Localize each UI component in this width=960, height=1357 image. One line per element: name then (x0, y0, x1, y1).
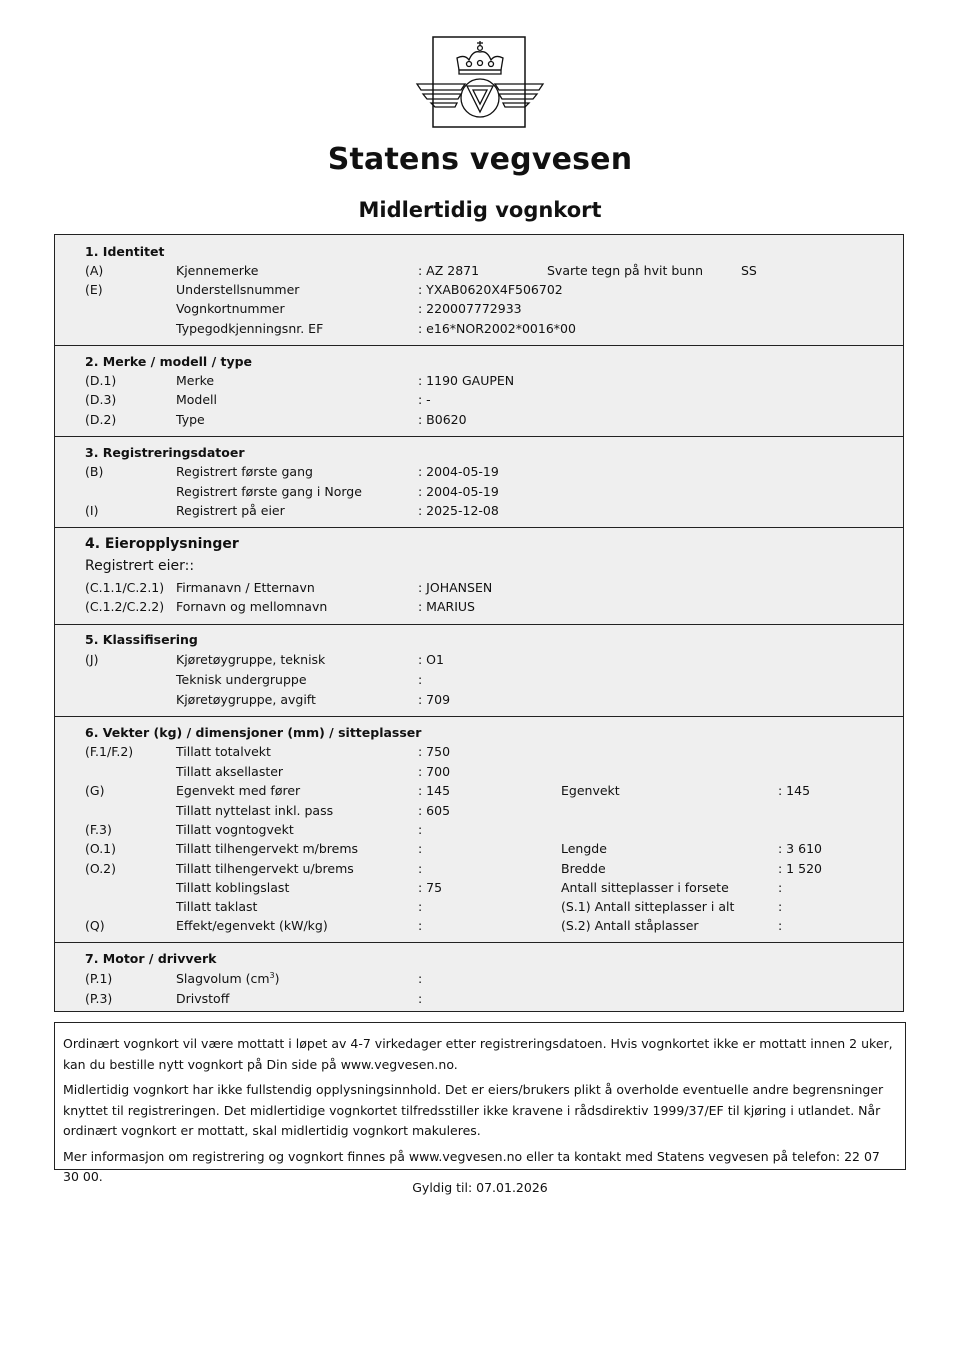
field-value: : (418, 672, 423, 687)
field-value: : (418, 918, 423, 933)
information-box (54, 1022, 906, 1184)
section-vekter-dimensjoner (55, 717, 903, 943)
info-paragraph: Mer informasjon om registrering og vognkort finnes på www.vegvesen.no eller ta kontakt med Statens vegvesen på telefon: 22 07 30 00. (63, 1148, 880, 1184)
field-value: : O1 (418, 652, 444, 667)
field-label: Tillatt tilhengervekt m/brems (176, 841, 359, 856)
field-label: Drivstoff (176, 991, 230, 1006)
field-extra-label: Bredde (561, 861, 606, 876)
field-value: : (418, 971, 423, 986)
section-heading: 1. Identitet (85, 244, 165, 259)
field-extra-label: Egenvekt (561, 783, 620, 798)
field-code: (F.1/F.2) (85, 744, 134, 759)
field-label: Vognkortnummer (176, 301, 285, 316)
section-subheading: Registrert eier:: (85, 558, 195, 574)
statens-vegvesen-logo-icon (415, 36, 545, 130)
field-code: (J) (85, 652, 99, 667)
field-code: (P.1) (85, 971, 113, 986)
field-label: Tillatt tilhengervekt u/brems (176, 861, 354, 876)
field-value: : (418, 861, 423, 876)
field-value: : 750 (418, 744, 451, 759)
field-label: Modell (176, 392, 218, 407)
field-value: : 709 (418, 692, 451, 707)
field-label: Firmanavn / Etternavn (176, 580, 315, 595)
field-label: Teknisk undergruppe (176, 672, 307, 687)
field-extra-label: Lengde (561, 841, 607, 856)
field-value: : (418, 899, 423, 914)
field-code: (D.3) (85, 392, 117, 407)
field-value: : (418, 841, 423, 856)
document-title: Midlertidig vognkort (358, 198, 602, 222)
field-label: Tillatt vogntogvekt (176, 822, 294, 837)
field-extra-value: : 145 (778, 783, 811, 798)
field-label-end: ) (274, 971, 280, 987)
field-label-superscript: 3 (269, 971, 275, 980)
field-code: (B) (85, 464, 104, 479)
info-paragraph: Midlertidig vognkort har ikke fullstendig opplysningsinnhold. Det er eiers/brukers plikt å overholde eventuelle andre begrensninger knyttet til registreringen. Det midlertidige vognkortet tilfredsstiller ikke kravene i rådsdirektiv 1999/37/EF til kjøring i utlandet. Når ordinært vognkort er mottatt, skal midlertidig vognkort makuleres. (63, 1082, 884, 1138)
section-merke-modell-type (55, 346, 903, 437)
field-extra-value: SS (741, 263, 757, 278)
section-heading: 5. Klassifisering (85, 632, 198, 647)
field-code: (O.2) (85, 861, 117, 876)
field-value: : 75 (418, 880, 443, 895)
field-label: Fornavn og mellomnavn (176, 599, 328, 614)
field-value: : e16*NOR2002*0016*00 (418, 321, 576, 336)
field-code: (C.1.1/C.2.1) (85, 580, 165, 595)
section-eieropplysninger (55, 528, 903, 625)
field-label: Egenvekt med fører (176, 783, 301, 798)
field-extra-label: (S.1) Antall sitteplasser i alt (561, 899, 735, 914)
section-heading: 3. Registreringsdatoer (85, 445, 245, 460)
field-extra-value: : 3 610 (778, 841, 822, 856)
field-value: : 2025-12-08 (418, 503, 499, 518)
registration-details-box (54, 234, 904, 1012)
field-extra-value: : (778, 899, 783, 914)
field-value: : 605 (418, 803, 451, 818)
field-label: Typegodkjenningsnr. EF (176, 321, 324, 336)
field-code: (O.1) (85, 841, 117, 856)
field-label: Tillatt aksellaster (176, 764, 284, 779)
field-code: (D.1) (85, 373, 117, 388)
field-value: : 220007772933 (418, 301, 522, 316)
valid-until: Gyldig til: 07.01.2026 (412, 1180, 548, 1195)
field-code: (A) (85, 263, 104, 278)
field-value: : 145 (418, 783, 451, 798)
field-value: : AZ 2871 (418, 263, 480, 278)
section-heading: 7. Motor / drivverk (85, 951, 217, 966)
field-value: : MARIUS (418, 599, 475, 614)
field-value: : JOHANSEN (418, 580, 493, 595)
field-value: : 1190 GAUPEN (418, 373, 515, 388)
field-label: Tillatt taklast (176, 899, 258, 914)
field-code: (Q) (85, 918, 105, 933)
field-label: Kjennemerke (176, 263, 259, 278)
field-extra-label: Antall sitteplasser i forsete (561, 880, 729, 895)
field-code: (E) (85, 282, 103, 297)
field-value: : - (418, 392, 431, 407)
field-code: (I) (85, 503, 99, 518)
field-extra-label: (S.2) Antall ståplasser (561, 918, 699, 933)
field-label: Understellsnummer (176, 282, 300, 297)
field-label: Tillatt totalvekt (176, 744, 271, 759)
section-identitet (55, 235, 903, 346)
field-extra-value: : (778, 918, 783, 933)
field-value: : 2004-05-19 (418, 484, 499, 499)
field-code: (P.3) (85, 991, 113, 1006)
field-code: (C.1.2/C.2.2) (85, 599, 165, 614)
field-extra-value: : (778, 880, 783, 895)
field-extra-value: : 1 520 (778, 861, 822, 876)
field-label (176, 971, 280, 986)
field-label: Tillatt nyttelast inkl. pass (176, 803, 334, 818)
field-code: (F.3) (85, 822, 112, 837)
field-code: (D.2) (85, 412, 117, 427)
info-paragraph: Ordinært vognkort vil være mottatt i løpet av 4-7 virkedager etter registreringsdatoen. Hvis vognkortet ikke er mottatt innen 2 uker, kan du bestille nytt vognkort på Din side på www.vegvesen.no. (63, 1036, 893, 1072)
section-motor-drivverk (55, 943, 903, 1011)
field-label-text: Slagvolum (cm (176, 971, 270, 987)
field-label: Merke (176, 373, 215, 388)
field-label: Type (176, 412, 205, 427)
section-klassifisering (55, 625, 903, 717)
field-value: : (418, 991, 423, 1006)
field-value: : 700 (418, 764, 451, 779)
field-label: Tillatt koblingslast (176, 880, 290, 895)
field-code: (G) (85, 783, 105, 798)
field-label: Registrert første gang (176, 464, 313, 479)
section-heading: 2. Merke / modell / type (85, 354, 253, 369)
field-value: : YXAB0620X4F506702 (418, 282, 563, 297)
field-label: Effekt/egenvekt (kW/kg) (176, 918, 328, 933)
field-value: : B0620 (418, 412, 467, 427)
field-label: Kjøretøygruppe, teknisk (176, 652, 326, 667)
brand-name: Statens vegvesen (327, 142, 633, 177)
field-value: : (418, 822, 423, 837)
field-extra-label: Svarte tegn på hvit bunn (547, 263, 704, 278)
section-heading: 6. Vekter (kg) / dimensjoner (mm) / sitteplasser (85, 725, 422, 740)
field-label: Kjøretøygruppe, avgift (176, 692, 316, 707)
field-label: Registrert første gang i Norge (176, 484, 362, 499)
field-label: Registrert på eier (176, 503, 285, 518)
field-value: : 2004-05-19 (418, 464, 499, 479)
section-registreringsdatoer (55, 437, 903, 528)
section-heading: 4. Eieropplysninger (85, 536, 239, 552)
